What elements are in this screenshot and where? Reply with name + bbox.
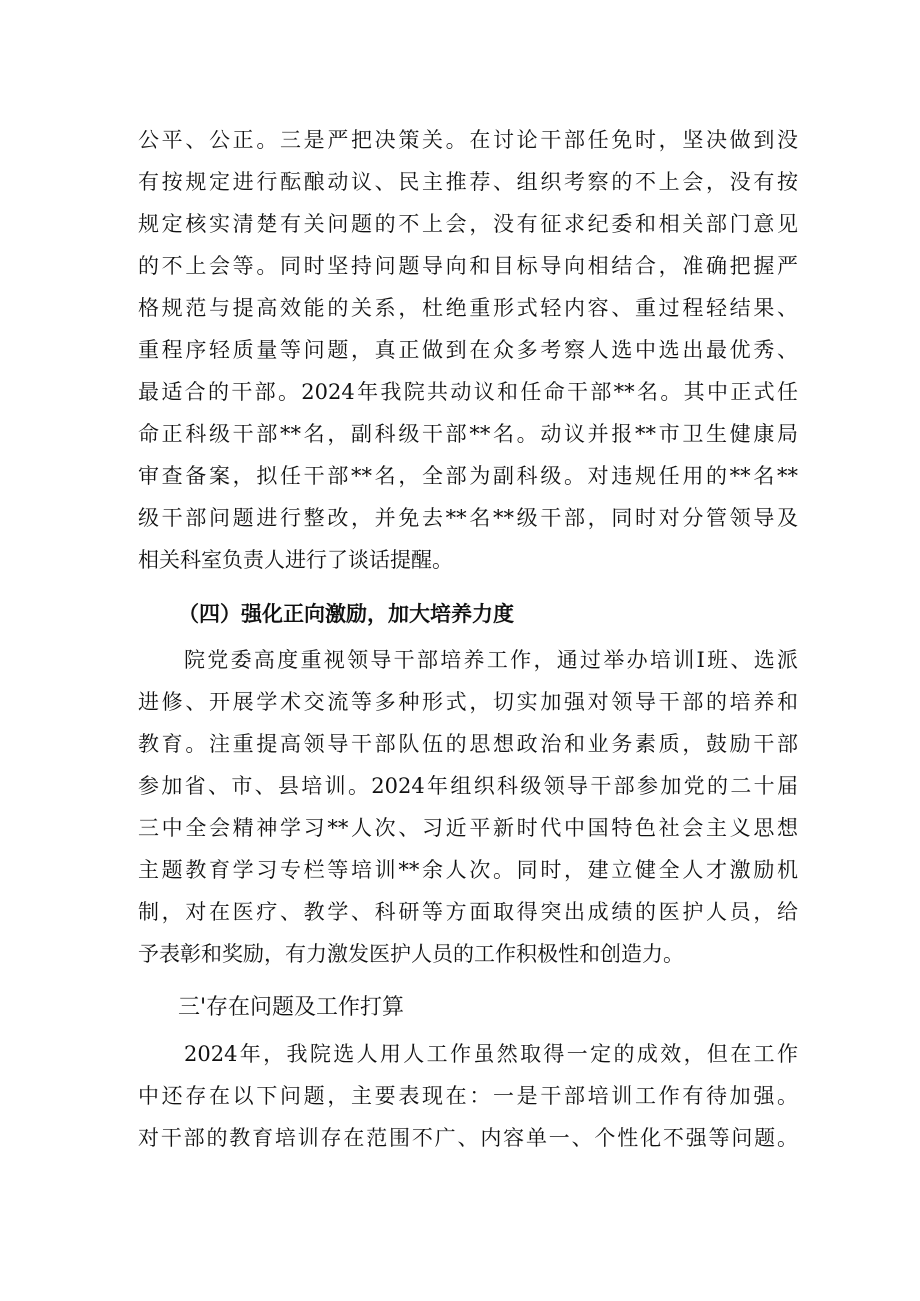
paragraph-line: 命正科级干部**名，副科级干部**名。动议并报**市卫生健康局 — [138, 422, 798, 446]
paragraph-line: 对干部的教育培训存在范围不广、内容单一、个性化不强等问题。 — [138, 1126, 798, 1150]
paragraph-line: 相关科室负责人进行了谈话提醒。 — [138, 548, 453, 572]
paragraph-line: 最适合的干部。2024年我院共动议和任命干部**名。其中正式任 — [138, 380, 798, 404]
paragraph-line: 进修、开展学术交流等多种形式，切实加强对领导干部的培养和 — [138, 690, 798, 714]
paragraph-line: 审查备案，拟任干部**名，全部为副科级。对违规任用的**名** — [138, 464, 798, 488]
paragraph-line: 格规范与提高效能的关系，杜绝重形式轻内容、重过程轻结果、 — [138, 296, 798, 320]
paragraph-line: 教育。注重提高领导干部队伍的思想政治和业务素质，鼓励干部 — [138, 732, 798, 756]
paragraph-line: 中还存在以下问题，主要表现在：一是干部培训工作有待加强。 — [138, 1084, 798, 1108]
paragraph-line: 参加省、市、县培训。2024年组织科级领导干部参加党的二十届 — [138, 774, 798, 798]
paragraph-line: 规定核实清楚有关问题的不上会，没有征求纪委和相关部门意见 — [138, 212, 798, 236]
paragraph-line: 三中全会精神学习**人次、习近平新时代中国特色社会主义思想 — [138, 816, 798, 840]
paragraph-line: 的不上会等。同时坚持问题导向和目标导向相结合，准确把握严 — [138, 254, 798, 278]
paragraph-line: 重程序轻质量等问题，真正做到在众多考察人选中选出最优秀、 — [138, 338, 798, 362]
subheading-incentive-training: （四）强化正向激励，加大培养力度 — [178, 602, 514, 626]
paragraph-line: 主题教育学习专栏等培训**余人次。同时，建立健全人才激励机 — [138, 858, 798, 882]
paragraph-line: 有按规定进行酝酿动议、民主推荐、组织考察的不上会，没有按 — [138, 170, 798, 194]
paragraph-line: 予表彰和奖励，有力激发医护人员的工作积极性和创造力。 — [138, 942, 684, 966]
paragraph-line: 院党委高度重视领导干部培养工作，通过举办培训I班、选派 — [184, 648, 798, 672]
section-heading-problems-plans: 三'存在问题及工作打算 — [178, 995, 405, 1020]
paragraph-line: 公平、公正。三是严把决策关。在讨论干部任免时，坚决做到没 — [138, 128, 798, 152]
paragraph-line: 制，对在医疗、教学、科研等方面取得突出成绩的医护人员，给 — [138, 900, 798, 924]
paragraph-line: 2024年，我院选人用人工作虽然取得一定的成效，但在工作 — [184, 1042, 798, 1066]
paragraph-line: 级干部问题进行整改，并免去**名**级干部，同时对分管领导及 — [138, 506, 798, 530]
